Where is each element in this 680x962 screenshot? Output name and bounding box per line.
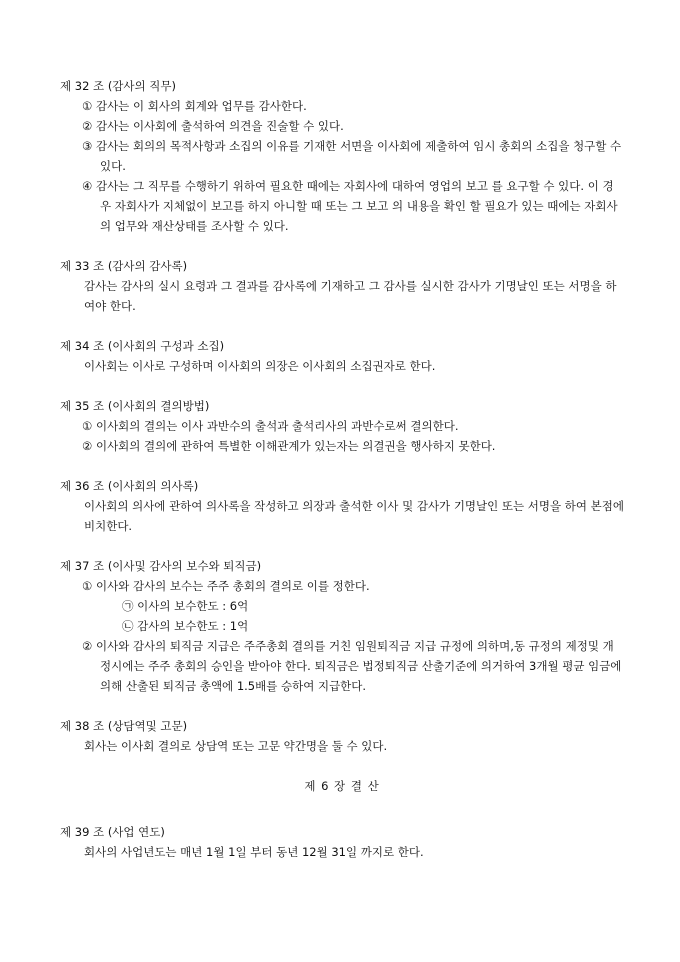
article-subitem: ㉡ 감사의 보수한도 : 1억 xyxy=(122,619,249,633)
article-item: ① 감사는 이 회사의 회계와 업무를 감사한다. xyxy=(82,99,307,113)
article-item: ① 이사와 감사의 보수는 주주 총회의 결의로 이를 정한다. xyxy=(82,579,370,593)
article-32 xyxy=(60,76,624,236)
article-37 xyxy=(60,556,624,696)
article-heading: 제 33 조 (감사의 감사록) xyxy=(60,259,188,273)
article-38 xyxy=(60,716,624,756)
article-item: ③ 감사는 회의의 목적사항과 소집의 이유를 기재한 서면을 이사회에 제출하여 임시 총회의 소집을 청구할 수 있다. xyxy=(82,139,622,173)
article-39 xyxy=(60,822,624,862)
article-item: ② 이사회의 결의에 관하여 특별한 이해관계가 있는자는 의결권을 행사하지 못한다. xyxy=(82,439,496,453)
article-item: ② 감사는 이사회에 출석하여 의견을 진술할 수 있다. xyxy=(82,119,344,133)
article-36 xyxy=(60,476,624,536)
article-body: 회사의 사업년도는 매년 1월 1일 부터 동년 12월 31일 까지로 한다. xyxy=(84,845,424,859)
article-heading: 제 39 조 (사업 연도) xyxy=(60,825,165,839)
article-body: 감사는 감사의 실시 요령과 그 결과를 감사록에 기재하고 그 감사를 실시한 감사가 기명날인 또는 서명을 하여야 한다. xyxy=(84,279,617,313)
article-heading: 제 37 조 (이사및 감사의 보수와 퇴직금) xyxy=(60,559,262,573)
article-heading: 제 38 조 (상담역및 고문) xyxy=(60,719,188,733)
article-item: ④ 감사는 그 직무를 수행하기 위하여 필요한 때에는 자회사에 대하여 영업의 보고 를 요구할 수 있다. 이 경우 자회사가 지체없이 보고를 하지 아니할 때 또는 그 보고 의 내용을 확인 할 필요가 있는 때에는 자회사의 업무와 재산상태를 조사할 수 있다. xyxy=(82,179,618,233)
article-heading: 제 36 조 (이사회의 의사록) xyxy=(60,479,199,493)
chapter-heading: 제 6 장 결 산 xyxy=(304,779,380,793)
article-item: ② 이사와 감사의 퇴직금 지급은 주주총회 결의를 거친 임원퇴직금 지급 규정에 의하며,동 규정의 제정및 개정시에는 주주 총회의 승인을 받아야 한다. 퇴직금은 법정퇴직금 산출기준에 의거하여 3개월 평균 임금에 의해 산출된 퇴직금 총액에 1.5배를 승하여 지급한다. xyxy=(82,639,622,693)
article-heading: 제 34 조 (이사회의 구성과 소집) xyxy=(60,339,225,353)
article-body: 이사회는 이사로 구성하며 이사회의 의장은 이사회의 소집권자로 한다. xyxy=(84,359,436,373)
article-heading: 제 35 조 (이사회의 결의방법) xyxy=(60,399,210,413)
article-35 xyxy=(60,396,624,456)
article-heading: 제 32 조 (감사의 직무) xyxy=(60,79,176,93)
article-body: 회사는 이사회 결의로 상담역 또는 고문 약간명을 둘 수 있다. xyxy=(84,739,388,753)
article-subitem: ㉠ 이사의 보수한도 : 6억 xyxy=(122,599,249,613)
article-item: ① 이사회의 결의는 이사 과반수의 출석과 출석리사의 과반수로써 결의한다. xyxy=(82,419,459,433)
article-34 xyxy=(60,336,624,376)
article-body: 이사회의 의사에 관하여 의사록을 작성하고 의장과 출석한 이사 및 감사가 기명날인 또는 서명을 하여 본점에 비치한다. xyxy=(84,499,624,533)
article-33 xyxy=(60,256,624,316)
